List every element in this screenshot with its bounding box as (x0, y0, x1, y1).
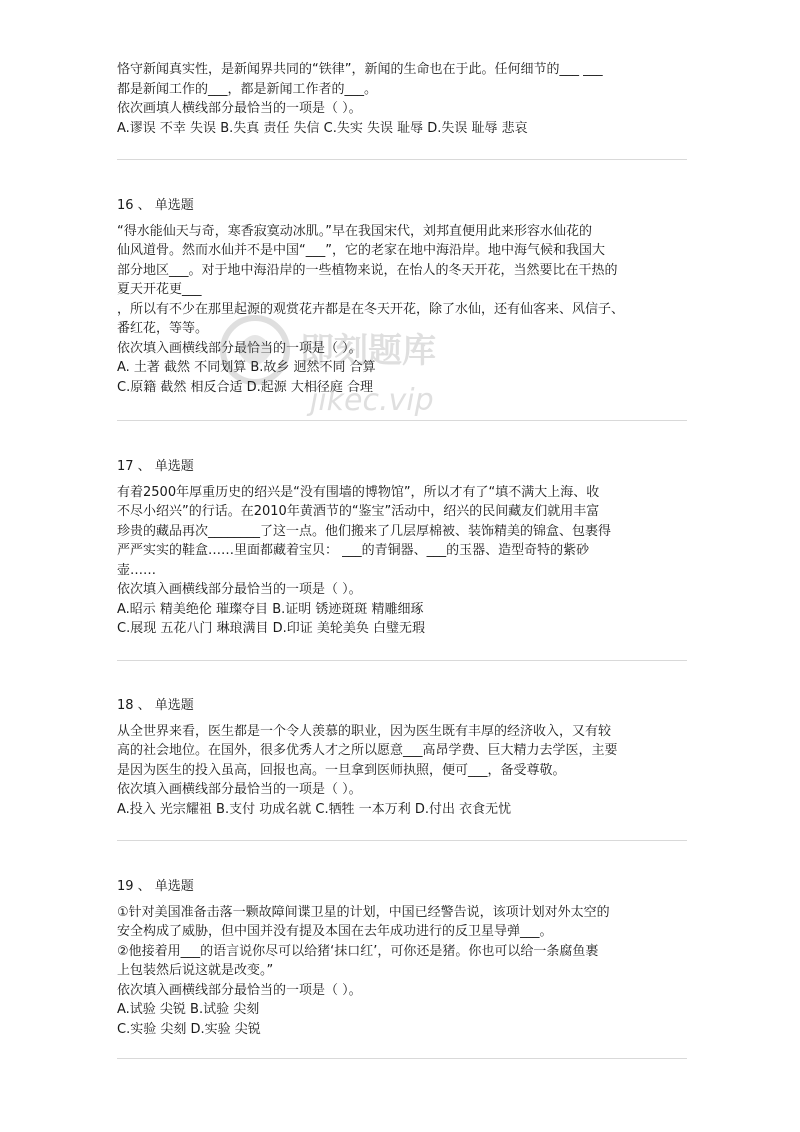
question-text-line: 从全世界来看，医生都是一个令人羡慕的职业，因为医生既有丰厚的经济收入，又有较 (117, 723, 612, 739)
question-text-line: 珍贵的藏品再次________了这一点。他们搬来了几层厚棉被、装饰精美的锦盒、包裹得 (117, 523, 612, 539)
question-text-line: 安全构成了威胁，但中国并没有提及本国在去年成功进行的反卫星导弹___。 (117, 924, 553, 939)
divider (117, 660, 687, 661)
question-text-line: 仙风道骨。然而水仙并不是中国“___”，它的老家在地中海沿岸。地中海气候和我国大 (117, 243, 605, 258)
question-prompt: 依次填入画横线部分最恰当的一项是（ ）。 (117, 782, 362, 797)
answer-options: C.展现 五花八门 琳琅满目 D.印证 美轮美奂 白璧无瑕 (117, 621, 426, 636)
question-17 (117, 457, 687, 639)
answer-options: A.投入 光宗耀祖 B.支付 功成名就 C.牺牲 一本万利 D.付出 衣食无忧 (117, 801, 512, 817)
question-text-line: 高的社会地位。在国外，很多优秀人才之所以愿意___高昂学费、巨大精力去学医，主要 (117, 743, 618, 758)
watermark-text-en: jikec.vip (310, 383, 434, 418)
question-text-line: 严严实实的鞋盒……里面都藏着宝贝： ___的青铜器、___的玉器、造型奇特的紫砂 (117, 543, 590, 558)
question-text-line: 恪守新闻真实性，是新闻界共同的“铁律”，新闻的生命也在于此。任何细节的___ ___ (117, 62, 603, 77)
answer-options: C.原籍 截然 相反合适 D.起源 大相径庭 合理 (117, 379, 374, 395)
question-prompt: 依次画填人横线部分最恰当的一项是（ ）。 (117, 101, 362, 116)
question-number: 17 、 单选题 (117, 459, 194, 474)
question-number: 18 、 单选题 (117, 698, 194, 713)
answer-options: A. 土著 截然 不同划算 B.故乡 迥然不同 合算 (117, 360, 376, 375)
question-text-line: “得水能仙天与奇，寒香寂寞动冰肌。”早在我国宋代，刘邦直便用此来形容水仙花的 (117, 223, 592, 239)
question-text-line: 番红花，等等。 (117, 321, 209, 336)
answer-options: A.谬误 不幸 失误 B.失真 责任 失信 C.失实 失误 耻辱 D.失误 耻辱 悲哀 (117, 120, 528, 136)
question-text-line: 是因为医生的投入虽高，回报也高。一旦拿到医师执照，便可___，备受尊敬。 (117, 762, 566, 778)
divider (117, 840, 687, 841)
answer-options: A.试验 尖锐 B.试验 尖刻 (117, 1002, 260, 1017)
question-text-line: ①针对美国准备击落一颗故障间谍卫星的计划，中国已经警告说，该项计划对外太空的 (117, 904, 610, 920)
question-16 (117, 196, 687, 397)
question-text-line: ，所以有不少在那里起源的观赏花卉都是在冬天开花，除了水仙，还有仙客来、风信子、 (117, 301, 625, 317)
question-text-line: 有着2500年厚重历史的绍兴是“没有围墙的博物馆”，所以才有了“填不满大上海、收 (117, 484, 600, 500)
question-text-line: 壶…… (117, 562, 157, 578)
question-text-line: 部分地区___。对于地中海沿岸的一些植物来说，在怡人的冬天开花，当然要比在干热的 (117, 262, 618, 278)
question-18 (117, 696, 687, 819)
question-prompt: 依次填入画横线部分最恰当的一项是（ ）。 (117, 582, 362, 597)
question-19 (117, 877, 687, 1039)
divider (117, 420, 687, 421)
watermark-text-cn: 即刻题库 (300, 331, 436, 371)
question-prompt: 依次填入画横线部分最恰当的一项是（ ）。 (117, 340, 362, 356)
question-15-continuation (117, 60, 687, 138)
question-text-line: 上包装然后说这就是改变。” (117, 963, 274, 978)
question-text-line: 都是新闻工作的___，都是新闻工作者的___。 (117, 81, 378, 97)
divider (117, 1058, 687, 1059)
question-number: 16 、 单选题 (117, 198, 194, 213)
question-text-line: 不尽小绍兴”的行话。在2010年黄酒节的“鉴宝”活动中，绍兴的民间藏友们就用丰富 (117, 504, 600, 519)
answer-options: A.昭示 精美绝伦 璀璨夺目 B.证明 锈迹斑斑 精雕细琢 (117, 601, 424, 617)
question-text-line: 夏天开花更___ (117, 282, 202, 297)
divider (117, 159, 687, 160)
question-number: 19 、 单选题 (117, 879, 194, 894)
question-prompt: 依次填入画横线部分最恰当的一项是（ ）。 (117, 982, 362, 998)
answer-options: C.实验 尖刻 D.实验 尖锐 (117, 1021, 261, 1037)
question-text-line: ②他接着用___的语言说你尽可以给猪‘抹口红’，可你还是猪。你也可以给一条腐鱼裹 (117, 943, 599, 959)
